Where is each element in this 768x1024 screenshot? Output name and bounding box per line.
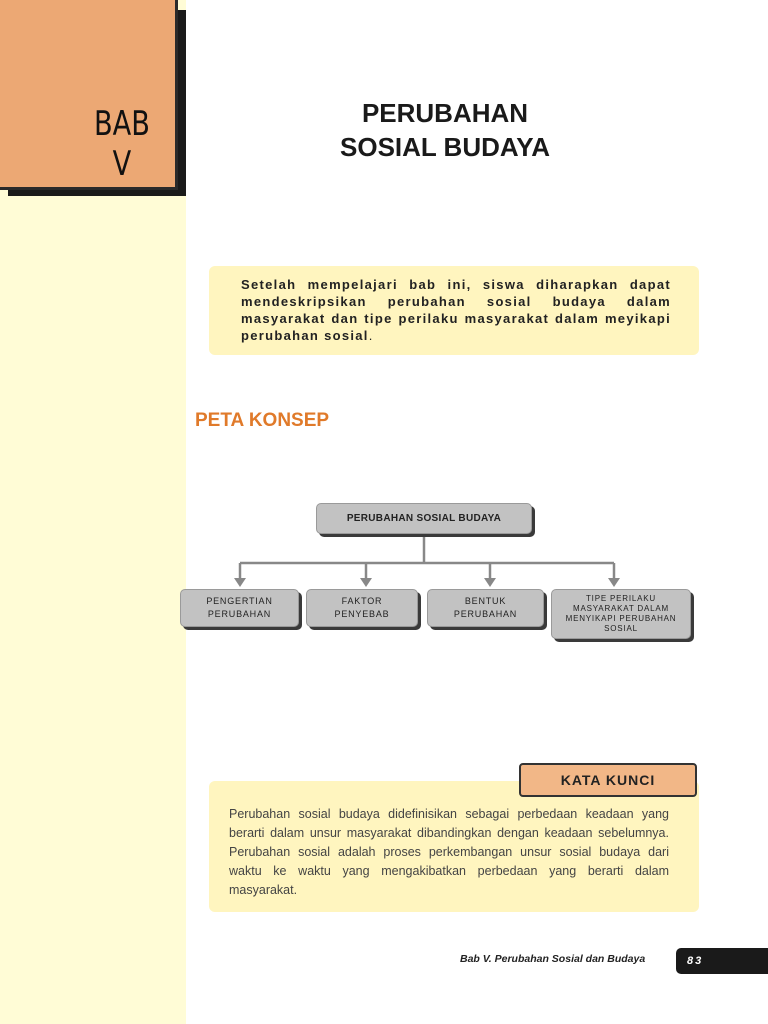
learning-objective-end: . — [368, 328, 374, 343]
arrowhead-4 — [608, 578, 620, 587]
concept-node-bentuk — [427, 589, 544, 627]
learning-objective-main: Setelah mempelajari bab ini, siswa diharapkan dapat mendeskripsikan perubahan sosial budaya dalam masyarakat dan tipe perilaku masyarakat dalam meyikapi perubahan sosial — [241, 277, 671, 343]
concept-map-heading: PETA KONSEP — [195, 410, 330, 431]
concept-node-line: TIPE PERILAKU — [586, 594, 656, 603]
arrowhead-3 — [484, 578, 496, 587]
concept-node-pengertian — [180, 589, 299, 627]
page-title-line1: PERUBAHAN — [361, 98, 529, 128]
key-terms-text: Perubahan sosial budaya didefinisikan sebagai perbedaan keadaan yang berarti dalam unsur masyarakat dibandingkan dengan keadaan sebelumnya. Perubahan sosial adalah proses perkembangan unsur sosial budaya dari waktu ke waktu yang mengakibatkan perbedaan yang berarti dalam masyarakat. — [229, 807, 669, 897]
running-footer-title: Bab V. Perubahan Sosial dan Budaya — [460, 953, 646, 965]
concept-node-line: BENTUK — [464, 596, 507, 606]
concept-node-line: MENYIKAPI PERUBAHAN — [565, 614, 677, 623]
concept-node-line: PENGERTIAN — [206, 596, 273, 606]
concept-node-line: MASYARAKAT DALAM — [573, 604, 669, 613]
concept-node-tipe-perilaku — [551, 589, 691, 639]
chapter-label-line2: V — [112, 144, 132, 184]
key-terms-box — [209, 781, 699, 912]
concept-node-line: PERUBAHAN — [453, 609, 518, 619]
chapter-label-line1: BAB — [94, 104, 150, 144]
concept-node-line: PERUBAHAN — [207, 609, 272, 619]
arrowhead-2 — [360, 578, 372, 587]
concept-node-faktor — [306, 589, 418, 627]
concept-node-line: FAKTOR — [341, 596, 383, 606]
concept-root-node: PERUBAHAN SOSIAL BUDAYA — [316, 503, 532, 534]
arrowhead-1 — [234, 578, 246, 587]
key-terms-heading: KATA KUNCI — [519, 763, 697, 797]
concept-node-line: PENYEBAB — [334, 609, 390, 619]
page-title-line2: SOSIAL BUDAYA — [340, 132, 550, 162]
concept-node-line: SOSIAL — [604, 624, 638, 633]
page-number: 83 — [676, 948, 768, 974]
